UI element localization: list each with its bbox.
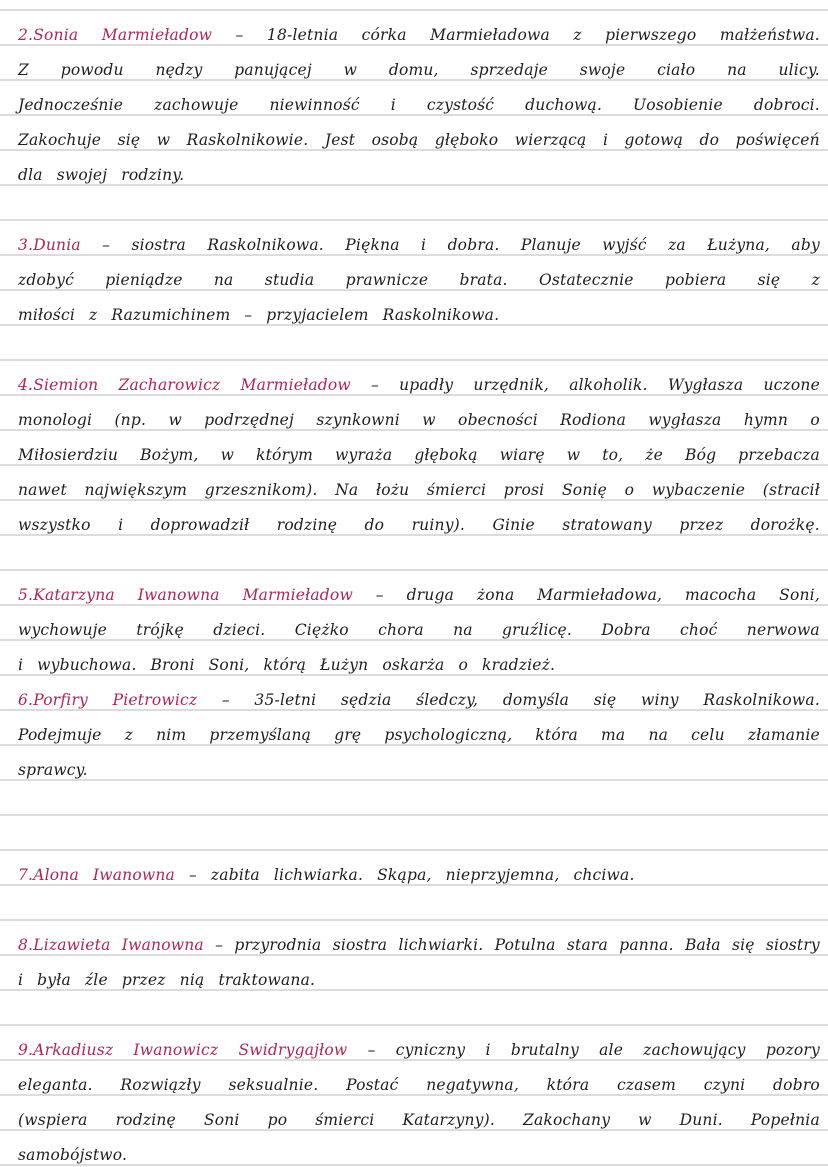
word: czystość (426, 96, 495, 114)
word: która (546, 1076, 590, 1094)
word: śmierci (426, 481, 487, 499)
word: duchową. (525, 96, 603, 114)
word: głęboką (414, 446, 478, 464)
word: wierzącą (514, 131, 587, 149)
word: w (156, 131, 171, 149)
word: oskarża (382, 656, 445, 674)
character-name-part: Marmieładow (242, 586, 353, 604)
word: z (89, 306, 98, 324)
word: dla (18, 166, 43, 184)
word: ulicy. (778, 61, 820, 79)
word: Rozwiązły (120, 1076, 201, 1094)
word: była (37, 971, 71, 989)
word: ruiny). (411, 516, 466, 534)
word: Sonię (561, 481, 608, 499)
word: osobą (371, 131, 419, 149)
ruled-line (0, 254, 828, 256)
word: przebacza (738, 446, 820, 464)
word: cyniczny (395, 1041, 466, 1059)
word: Raskolnikowa. (207, 236, 324, 254)
word: przemyślaną (209, 726, 312, 744)
word: (stracił (762, 481, 820, 499)
word: Na (335, 481, 359, 499)
word: pobiera (664, 271, 727, 289)
word: wiarę (499, 446, 545, 464)
character-name-part: Marmieładow (240, 376, 351, 394)
word: nawet (18, 481, 67, 499)
word: na (727, 61, 747, 79)
ruled-line (0, 324, 828, 326)
ruled-line (0, 884, 828, 886)
word: seksualnie. (228, 1076, 319, 1094)
word: psychologiczną, (384, 726, 513, 744)
word: w (343, 61, 358, 79)
word: stratowany (562, 516, 652, 534)
character-name: 9.Arkadiusz (18, 1041, 114, 1059)
word: wybuchowa. (37, 656, 137, 674)
word: – (371, 376, 379, 394)
word: Miłosierdziu (18, 446, 119, 464)
entry-8-line-1 (18, 928, 820, 954)
word: (np. (114, 411, 147, 429)
ruled-line (0, 149, 828, 151)
word: dobro (773, 1076, 820, 1094)
word: Potulna (494, 936, 556, 954)
character-name: 8.Lizawieta (18, 936, 111, 954)
word: pierwszego (605, 26, 697, 44)
word: druga (406, 586, 455, 604)
word: siostra (131, 236, 186, 254)
word: w (566, 446, 581, 464)
word: żona (476, 586, 515, 604)
word: grę (334, 726, 362, 744)
entry-2-line-1 (18, 18, 820, 44)
word: Ciężko (294, 621, 349, 639)
ruled-line (0, 919, 828, 921)
entry-2-line-2 (18, 53, 820, 79)
word: chora (378, 621, 424, 639)
word: się (593, 691, 617, 709)
ruled-line (0, 954, 828, 956)
word: Broni (150, 656, 195, 674)
word: zabita (210, 866, 260, 884)
word: małżeństwa. (719, 26, 820, 44)
ruled-line (0, 359, 828, 361)
word: choć (680, 621, 718, 639)
entry-9-line-4 (18, 1138, 820, 1164)
word: i (18, 971, 24, 989)
ruled-line (0, 1164, 828, 1166)
word: w (638, 1111, 652, 1129)
word: z (124, 726, 133, 744)
character-name-part: Iwanowicz (133, 1041, 219, 1059)
entry-8-line-2 (18, 963, 820, 989)
word: którą (263, 656, 307, 674)
word: Katarzyny). (402, 1111, 495, 1129)
word: dorożkę. (750, 516, 820, 534)
word: dobra. (447, 236, 500, 254)
word: złamanie (747, 726, 820, 744)
entry-2-line-3 (18, 88, 820, 114)
word: Raskolnikowa. (703, 691, 820, 709)
word: Uosobienie (633, 96, 723, 114)
word: czyni (703, 1076, 746, 1094)
word: lichwiarka. (273, 866, 364, 884)
ruled-line (0, 814, 828, 816)
entry-4-line-1 (18, 368, 820, 394)
word: siostry (765, 936, 820, 954)
word: negatywna, (426, 1076, 519, 1094)
word: i (602, 131, 609, 149)
word: Bała (684, 936, 721, 954)
word: o (458, 656, 468, 674)
word: swojej (56, 166, 108, 184)
word: o (624, 481, 635, 499)
word: z (573, 26, 582, 44)
word: urzędnik, (473, 376, 550, 394)
word: alkoholik. (569, 376, 648, 394)
word: nerwowa (746, 621, 820, 639)
word: obecności (458, 411, 538, 429)
word: dobroci. (753, 96, 820, 114)
ruled-line (0, 604, 828, 606)
ruled-line (0, 849, 828, 851)
word: Planuje (520, 236, 581, 254)
word: 35-letni (254, 691, 317, 709)
word: panującej (234, 61, 312, 79)
word: Ostatecznie (538, 271, 634, 289)
word: Popełnia (750, 1111, 820, 1129)
word: panna. (619, 936, 674, 954)
entry-2-line-4 (18, 123, 820, 149)
word: Duni. (679, 1111, 723, 1129)
word: o (810, 411, 820, 429)
word: w (422, 411, 436, 429)
word: zachowujący (643, 1041, 746, 1059)
word: nim (156, 726, 187, 744)
word: nędzy (155, 61, 203, 79)
word: Z (18, 61, 29, 79)
word: 18-letnia (266, 26, 339, 44)
entry-3-line-1 (18, 228, 820, 254)
word: na (213, 271, 234, 289)
word: pozory (765, 1041, 820, 1059)
entry-5-line-1 (18, 578, 820, 604)
word: wyjść (602, 236, 647, 254)
word: wygłasza (648, 411, 722, 429)
word: chciwa. (573, 866, 635, 884)
word: zachowuje (154, 96, 239, 114)
word: na (648, 726, 669, 744)
word: Soni, (779, 586, 820, 604)
word: śmierci (315, 1111, 375, 1129)
word: Piękna (345, 236, 400, 254)
word: gruźlicę. (502, 621, 573, 639)
entry-4-line-4 (18, 473, 820, 499)
word: – (188, 866, 197, 884)
word: za (668, 236, 686, 254)
word: rodziny. (121, 166, 185, 184)
ruled-line (0, 499, 828, 501)
word: Skąpa, (377, 866, 432, 884)
word: poświęceń (735, 131, 820, 149)
word: kradzież. (482, 656, 556, 674)
word: domyśla (502, 691, 570, 709)
word: lichwiarki. (398, 936, 484, 954)
entry-3-line-3 (18, 298, 820, 324)
ruled-line (0, 464, 828, 466)
character-name-part: Pietrowicz (112, 691, 198, 709)
character-name: 2.Sonia (18, 26, 79, 44)
word: Ginie (492, 516, 535, 534)
ruled-line (0, 1129, 828, 1131)
word: siostra (332, 936, 388, 954)
word: brata. (459, 271, 508, 289)
word: brutalny (510, 1041, 579, 1059)
word: – (244, 306, 253, 324)
word: – (102, 236, 111, 254)
ruled-line (0, 9, 828, 11)
word: podrzędnej (204, 411, 295, 429)
ruled-line (0, 394, 828, 396)
character-name: 4.Siemion (18, 376, 99, 394)
word: stara (566, 936, 608, 954)
word: Soni, (208, 656, 250, 674)
word: Rodiona (560, 411, 627, 429)
word: sprawcy. (18, 761, 88, 779)
word: się (757, 271, 781, 289)
word: dzieci. (213, 621, 266, 639)
word: i (118, 516, 124, 534)
word: się (731, 936, 755, 954)
word: hymn (743, 411, 789, 429)
word: celu (691, 726, 725, 744)
word: przyjacielem (266, 306, 369, 324)
ruled-line (0, 534, 828, 536)
entry-6-line-1 (18, 683, 820, 709)
ruled-line (0, 1059, 828, 1061)
entry-4-line-2 (18, 403, 820, 429)
word: sędzia (340, 691, 392, 709)
word: którym (256, 446, 314, 464)
word: z (811, 271, 820, 289)
word: upadły (399, 376, 454, 394)
word: nieprzyjemna, (445, 866, 560, 884)
ruled-line (0, 114, 828, 116)
word: śledczy, (416, 691, 479, 709)
word: ma (601, 726, 626, 744)
entry-3-line-2 (18, 263, 820, 289)
ruled-line (0, 44, 828, 46)
word: pieniądze (105, 271, 183, 289)
word: Jednocześnie (18, 96, 124, 114)
word: w (168, 411, 182, 429)
entry-9-line-1 (18, 1033, 820, 1059)
character-name-part: Swidrygajłow (238, 1041, 348, 1059)
word: prosi (503, 481, 545, 499)
ruled-line (0, 569, 828, 571)
word: Bóg (685, 446, 717, 464)
ruled-line (0, 289, 828, 291)
word: wyraża (335, 446, 393, 464)
word: i (421, 236, 427, 254)
word: Dobra (601, 621, 651, 639)
character-name-part: Iwanowna (121, 936, 204, 954)
ruled-line (0, 219, 828, 221)
word: czasem (616, 1076, 677, 1094)
word: ale (599, 1041, 624, 1059)
word: źle (84, 971, 108, 989)
word: łożu (375, 481, 410, 499)
word: sprzedaje (470, 61, 549, 79)
word: przez (679, 516, 724, 534)
entry-4-line-3 (18, 438, 820, 464)
character-name-part: Iwanowna (92, 866, 175, 884)
word: Łużyn (320, 656, 369, 674)
word: po (267, 1111, 288, 1129)
word: (wspiera (18, 1111, 88, 1129)
ruled-line (0, 79, 828, 81)
word: – (221, 691, 230, 709)
entry-6-line-2 (18, 718, 820, 744)
word: szynkowni (316, 411, 400, 429)
word: w (220, 446, 235, 464)
word: powodu (60, 61, 124, 79)
word: że (645, 446, 664, 464)
word: wybaczenie (651, 481, 746, 499)
word: studia (264, 271, 315, 289)
word: Zakochuje (18, 131, 102, 149)
word: ciało (657, 61, 696, 79)
entry-4-line-5 (18, 508, 820, 534)
ruled-line (0, 184, 828, 186)
ruled-line (0, 1094, 828, 1096)
word: – (375, 586, 384, 604)
word: nią (179, 971, 205, 989)
word: przyrodnia (234, 936, 322, 954)
word: Marmieładowa (430, 26, 550, 44)
word: grzesznikom). (204, 481, 318, 499)
ruled-line (0, 744, 828, 746)
word: Marmieładowa, (537, 586, 663, 604)
word: przez (121, 971, 166, 989)
word: swoje (579, 61, 626, 79)
word: doprowadził (150, 516, 250, 534)
character-name: 5.Katarzyna (18, 586, 115, 604)
word: głęboko (434, 131, 499, 149)
word: wszystko (18, 516, 91, 534)
word: – (235, 26, 244, 44)
word: Postać (346, 1076, 399, 1094)
ruled-line (0, 709, 828, 711)
word: wychowuje (18, 621, 108, 639)
character-name: 6.Porfiry (18, 691, 89, 709)
word: monologi (18, 411, 93, 429)
word: samobójstwo. (18, 1146, 128, 1164)
word: Zakochany (522, 1111, 611, 1129)
word: i (18, 656, 24, 674)
word: winy (640, 691, 679, 709)
word: gotową (624, 131, 684, 149)
word: i (485, 1041, 491, 1059)
word: zdobyć (18, 271, 74, 289)
character-name-part: Marmieładow (101, 26, 213, 44)
entry-9-line-2 (18, 1068, 820, 1094)
entry-6-line-3 (18, 753, 820, 779)
ruled-line (0, 429, 828, 431)
word: rodzinę (276, 516, 338, 534)
word: największym (84, 481, 188, 499)
word: traktowana. (218, 971, 316, 989)
word: prawnicze (345, 271, 429, 289)
word: Raskolnikowie. (186, 131, 309, 149)
word: niewinność (269, 96, 360, 114)
word: trójkę (136, 621, 184, 639)
entry-5-line-2 (18, 613, 820, 639)
ruled-line (0, 674, 828, 676)
word: Wygłasza (667, 376, 744, 394)
ruled-line (0, 1024, 828, 1026)
character-name: 7.Alona (18, 866, 79, 884)
word: na (453, 621, 473, 639)
word: to, (602, 446, 624, 464)
word: Raskolnikowa. (382, 306, 500, 324)
ruled-line (0, 989, 828, 991)
word: do (699, 131, 720, 149)
word: i (390, 96, 396, 114)
character-name-part: Iwanowna (137, 586, 220, 604)
word: uczone (763, 376, 820, 394)
ruled-line (0, 779, 828, 781)
word: która (535, 726, 578, 744)
word: się (117, 131, 141, 149)
word: – (367, 1041, 376, 1059)
word: aby (791, 236, 820, 254)
word: Razumichinem (111, 306, 231, 324)
character-name: 3.Dunia (18, 236, 81, 254)
word: eleganta. (18, 1076, 93, 1094)
entry-7-line-1 (18, 858, 820, 884)
word: – (215, 936, 224, 954)
character-name-part: Zacharowicz (118, 376, 221, 394)
word: do (364, 516, 385, 534)
word: Bożym, (140, 446, 199, 464)
word: Jest (324, 131, 356, 149)
word: Podejmuje (18, 726, 102, 744)
word: domu, (388, 61, 439, 79)
entry-9-line-3 (18, 1103, 820, 1129)
word: miłości (18, 306, 76, 324)
word: córka (361, 26, 407, 44)
word: rodzinę (115, 1111, 176, 1129)
word: Soni (203, 1111, 240, 1129)
entry-5-line-3 (18, 648, 820, 674)
word: macocha (685, 586, 757, 604)
word: Łużyna, (707, 236, 771, 254)
ruled-line (0, 639, 828, 641)
entry-2-line-5 (18, 158, 820, 184)
